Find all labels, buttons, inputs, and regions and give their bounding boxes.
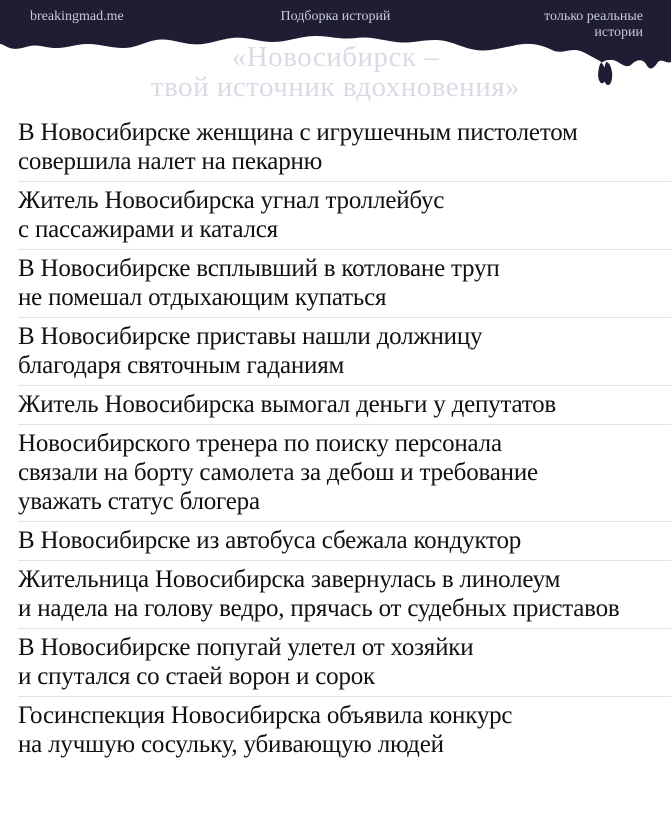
- story-item[interactable]: Житель Новосибирска угнал троллейбус с пассажирами и катался: [18, 181, 671, 249]
- page-title: [0, 42, 671, 102]
- story-item[interactable]: В Новосибирске попугай улетел от хозяйки и спутался со стаей ворон и сорок: [18, 628, 671, 696]
- story-item[interactable]: Госинспекция Новосибирска объявила конкурс на лучшую сосульку, убивающую людей: [18, 696, 671, 764]
- site-name[interactable]: breakingmad.me: [30, 9, 124, 24]
- page-title-line-2: твой источник вдохновения»: [150, 71, 521, 103]
- tagline: только реальные истории: [544, 9, 643, 40]
- story-item[interactable]: Житель Новосибирска вымогал деньги у депутатов: [18, 385, 671, 424]
- story-item[interactable]: В Новосибирске приставы нашли должницу благодаря святочным гаданиям: [18, 317, 671, 385]
- story-item[interactable]: Жительница Новосибирска завернулась в линолеум и надела на голову ведро, прячась от судебных приставов: [18, 560, 671, 628]
- story-item[interactable]: В Новосибирске женщина с игрушечным пистолетом совершила налет на пекарню: [18, 119, 578, 175]
- story-list: [18, 116, 671, 764]
- story-item[interactable]: В Новосибирске всплывший в котловане труп не помешал отдыхающим купаться: [18, 249, 671, 317]
- collection-label: Подборка историй: [280, 9, 391, 24]
- page-title-line-1: «Новосибирск –: [231, 41, 440, 73]
- story-item[interactable]: В Новосибирске из автобуса сбежала кондуктор: [18, 521, 671, 560]
- story-item[interactable]: Новосибирского тренера по поиску персонала связали на борту самолета за дебош и требование уважать статус блогера: [18, 424, 671, 521]
